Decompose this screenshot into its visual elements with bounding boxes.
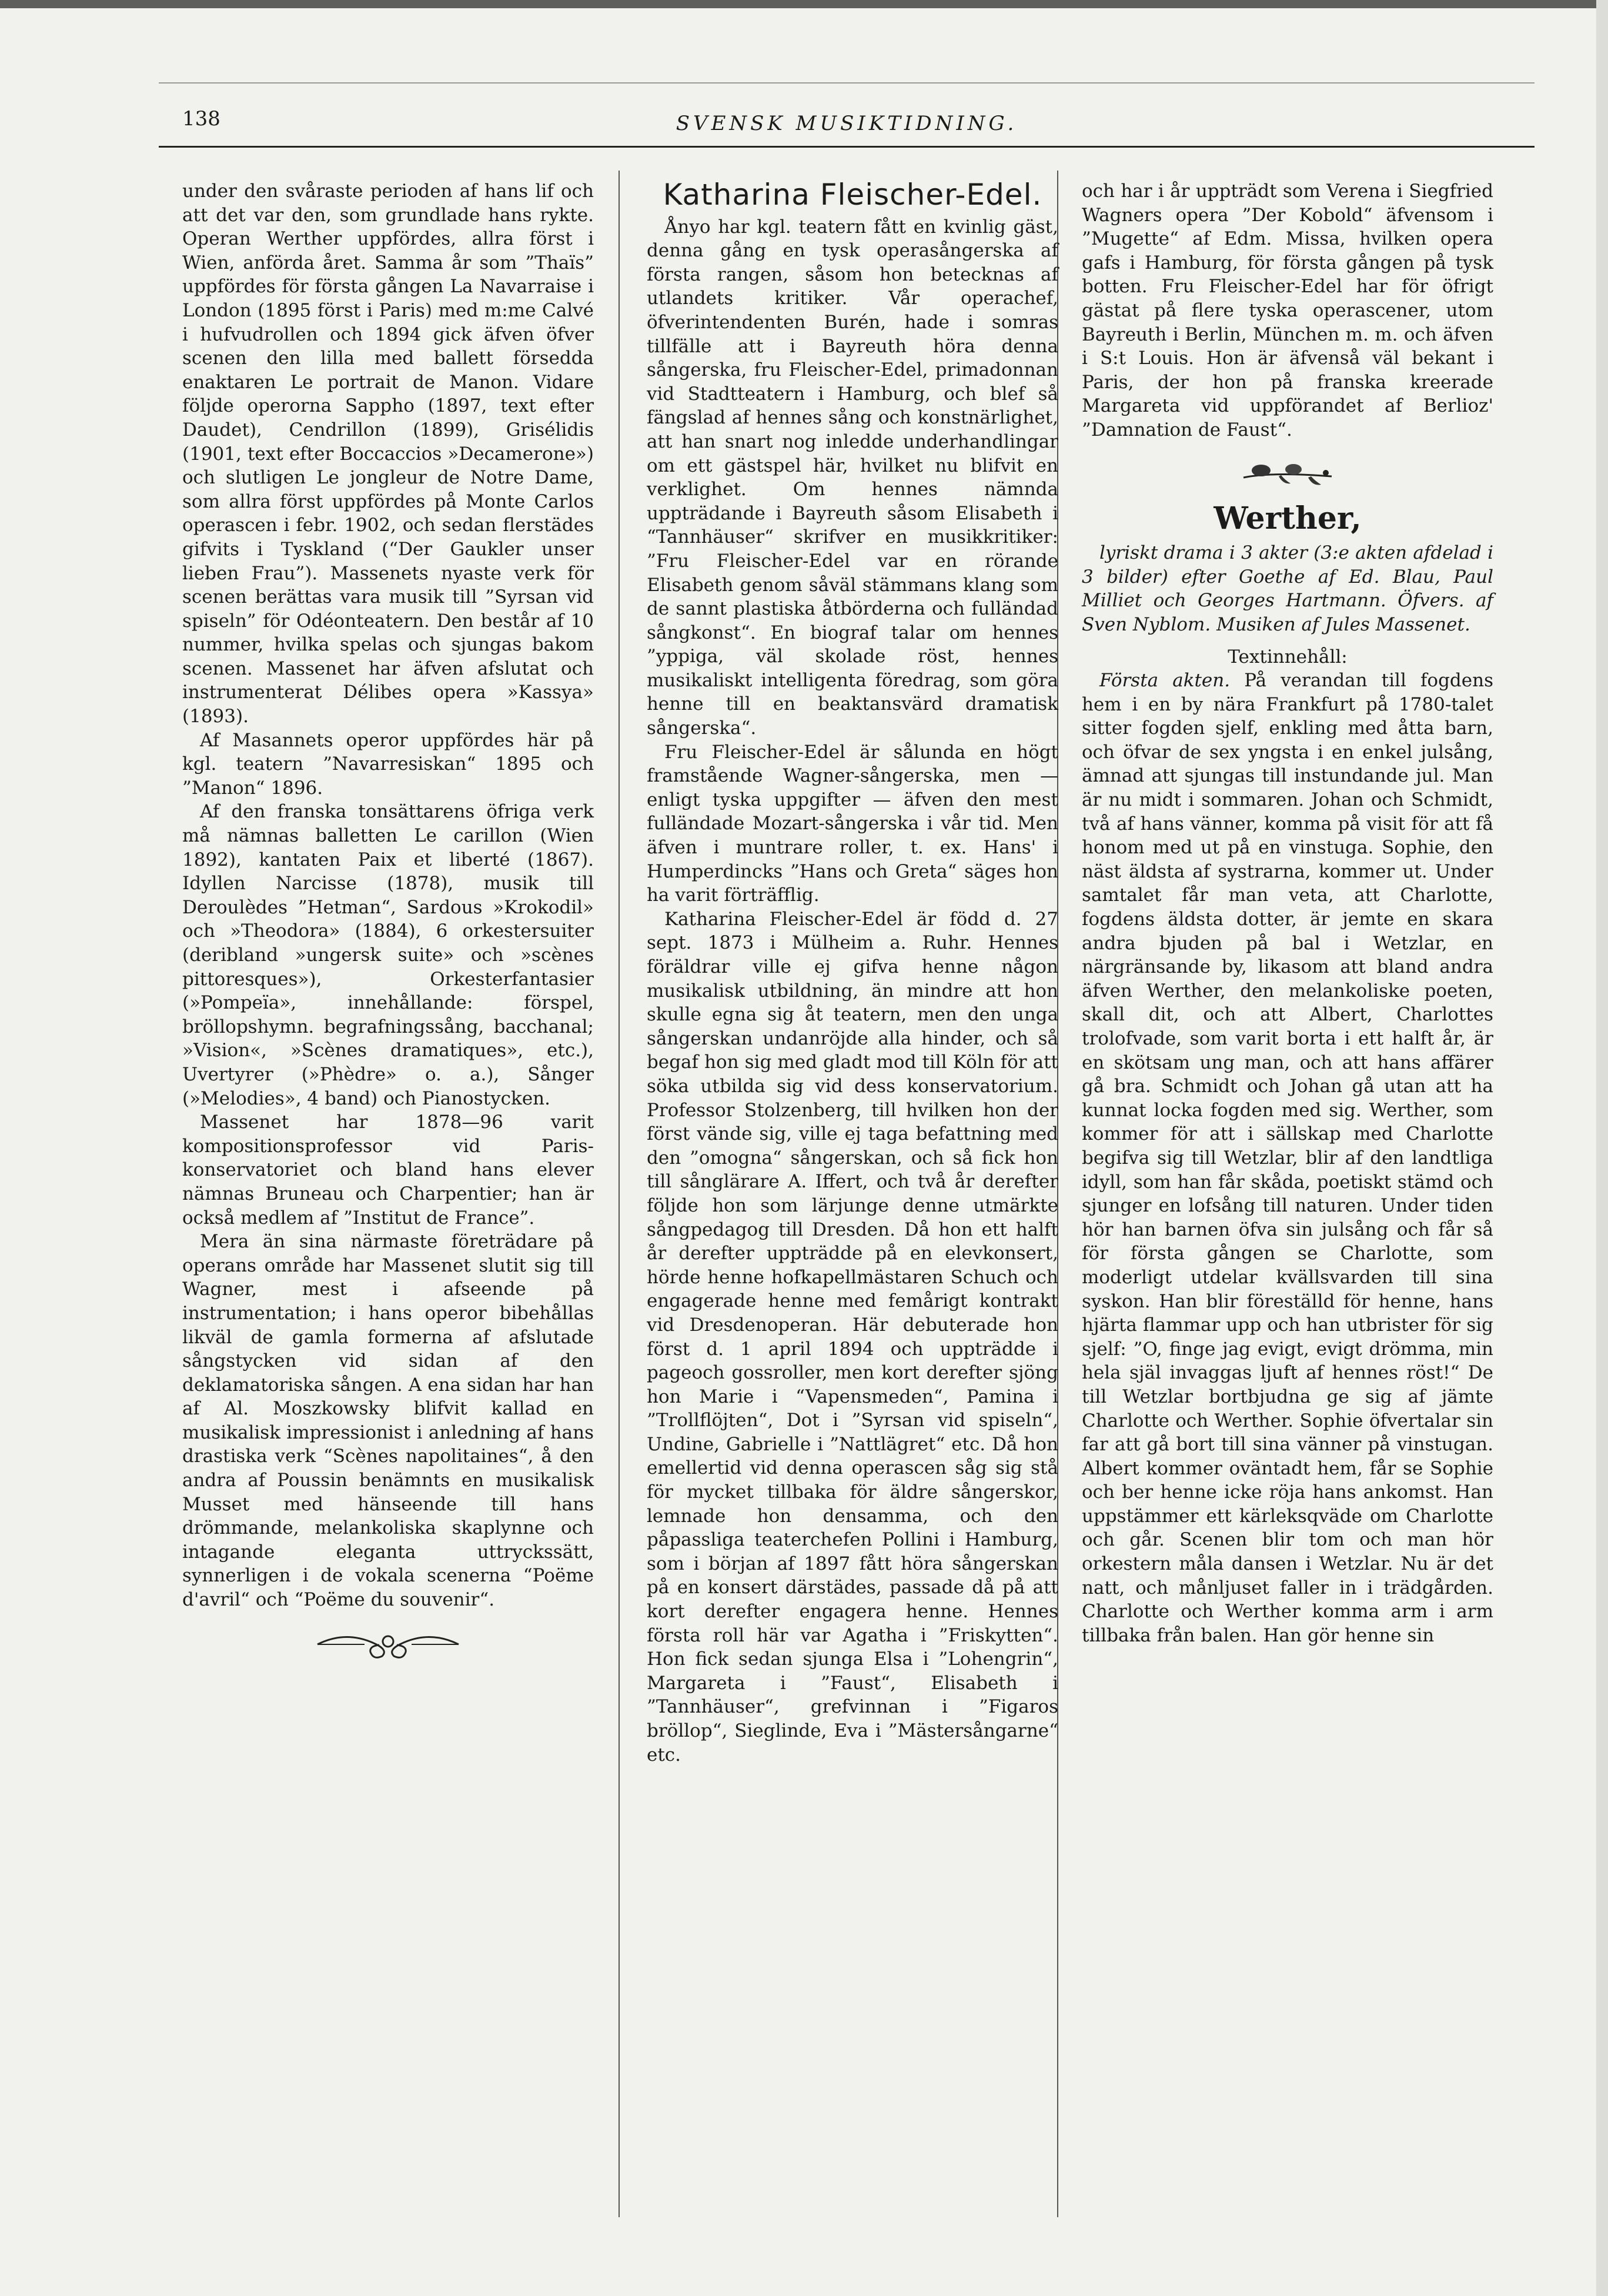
paragraph: under den svåraste perioden af hans lif och att det var den, som grundlade hans rykte. Operan Werther uppfördes, allra först i Wien, anförda året. Samma år som ”Thaïs” uppfördes för första gången La Navarraise i London (1895 först i Paris) med m:me Calvé i hufvudrollen och 1894 gick äfven öfver scenen den lilla med ballett försedda enaktaren Le portrait de Manon. Vidare följde operorna Sappho (1897, text efter Daudet), Cendrillon (1899), Grisélidis (1901, text efter Boccaccios »Decamerone») och slutligen Le jongleur de Notre Dame, som allra först uppfördes på Monte Carlos operascen i febr. 1902, och sedan flerstädes gifvits i Tyskland (“Der Gaukler unser lieben Frau”). Massenets nyaste verk för scenen berättas vara musik till ”Syrsan vid spiseln” för Odéonteatern. Den består af 10 nummer, hvilka spelas och sjungas bakom scenen. Massenet har äfven afslutat och instrumenterat Délibes opera »Kassya» (1893).: [182, 181, 594, 727]
newspaper-page: [159, 82, 1535, 2258]
column-3: [1082, 179, 1493, 1647]
header-rule: [159, 146, 1535, 148]
flourish-ornament-icon: [312, 1624, 464, 1665]
act-paragraph: [1082, 669, 1493, 1647]
werther-title: Werther,: [1213, 500, 1362, 536]
paragraph: Mera än sina närmaste företrädare på operans område har Massenet slutit sig till Wagner, mest i afseende på instrumentation; i hans operor bibehållas likväl de gamla formerna af afslutade sångstycken vid sidan af den deklamatoriska sången. A ena sidan har han af Al. Moszkowsky blifvit kallad en musikalisk impressionist i anledning af hans drastiska verk “Scènes napolitaines“, å den andra af Poussin benämnts en musikalisk Musset med hänseende till hans drömmande, melankoliska skaplynne och intagande eleganta uttryckssätt, synnerligen i de vokala scenerna “Poëme d'avril“ och “Poëme du souvenir“.: [182, 1231, 594, 1611]
article-headline: Katharina Fleischer-Edel.: [663, 178, 1042, 212]
paragraph: Massenet har 1878—96 varit kompositionsprofessor vid Paris-konservatoriet och bland hans elever nämnas Bruneau och Charpentier; han är också medlem af ”Institut de France”.: [182, 1112, 594, 1229]
paragraph: Af den franska tonsättarens öfriga verk må nämnas balletten Le carillon (Wien 1892), kantaten Paix et liberté (1867). Idyllen Narcisse (1878), musik till Deroulèdes ”Hetman“, Sardous »Krokodil» och »Theodora» (1884), 6 orkestersuiter (deribland »ungersk suite» och »scènes pittoresques»), Orkesterfantasier (»Pompeïa», innehållande: förspel, bröllopshymn. begrafningssång, bacchanal; »Vision«, »Scènes dramatiques», etc.), Uvertyrer (»Phèdre» o. a.), Sånger (»Melodies», 4 band) och Pianostycken.: [182, 801, 594, 1109]
column-divider: [619, 171, 620, 2217]
page-number: 138: [182, 107, 220, 131]
paragraph: Fru Fleischer-Edel är sålunda en högt framstående Wagner-sångerska, men — enligt tyska uppgifter — äfven den mest fulländade Mozart-sångerska i vår tid. Men äfven i muntrare roller, t. ex. Hans' i Humperdincks ”Hans och Greta“ säges hon ha varit förträfflig.: [647, 741, 1058, 906]
paragraph: Ånyo har kgl. teatern fått en kvinlig gäst, denna gång en tysk operasångerska af första rangen, såsom hon betecknas af utlandets kritiker. Vår operachef, öfverintendenten Burén, hade i somras tillfälle att i Bayreuth höra denna sångerska, fru Fleischer-Edel, primadonnan vid Stadtteatern i Hamburg, och blef så fängslad af hennes sång och konstnärlighet, att han snart nog inledde underhandlingar om ett gästspel här, hvilket nu blifvit en verklighet. Om hennes nämnda uppträdande i Bayreuth såsom Elisabeth i “Tannhäuser“ skrifver en musikkritiker: ”Fru Fleischer-Edel var en rörande Elisabeth genom såväl stämmans klang som de sannt plastiska åtbörderna och fulländad sångkonst“. En biograf talar om hennes ”yppiga, väl skolade röst, hennes musikaliskt intelligenta föredrag, som göra henne till en beaktansvärd dramatisk sångerska“.: [647, 216, 1058, 739]
running-head: SVENSK MUSIKTIDNING.: [676, 112, 1018, 135]
act-label: Första akten.: [1099, 670, 1231, 692]
section-label: Textinnehåll:: [1228, 646, 1348, 668]
werther-subtitle: lyriskt drama i 3 akter (3:e akten afdelad i 3 bilder) efter Goethe af Ed. Blau, Paul Milliet och Georges Hartmann. Öfvers. af Sven Nyblom. Musiken af Jules Massenet.: [1082, 542, 1493, 635]
rose-branch-ornament-icon: [1238, 454, 1338, 495]
paragraph: och har i år uppträdt som Verena i Siegfried Wagners opera ”Der Kobold“ äfvensom i ”Mugette“ af Edm. Missa, hvilken opera gafs i Hamburg, för första gången på tysk botten. Fru Fleischer-Edel har för öfrigt gästat på flere tyska operascener, utom Bayreuth i Berlin, München m. m. och äfven i S:t Louis. Hon är äfvenså väl bekant i Paris, der hon på franska kreerade Margareta vid uppförandet af Berlioz' ”Damnation de Faust“.: [1082, 181, 1493, 440]
column-1: [182, 179, 594, 1677]
paragraph: Katharina Fleischer-Edel är född d. 27 sept. 1873 i Mülheim a. Ruhr. Hennes föräldrar ville ej gifva henne någon musikalisk utbildning, än mindre att hon skulle egna sig åt teatern, men den unga sångerskan undanröjde alla hinder, och så begaf hon sig med gladt mod till Köln för att söka utbilda sig vid dess konservatorium. Professor Stolzenberg, till hvilken hon der först vände sig, ville ej taga befattning med den ”omogna“ sångerskan, och så fick hon till sånglärare A. Iffert, och två år derefter följde hon som lärjunge denne utmärkte sångpedagog till Dresden. Då hon ett halft år derefter uppträdde på en elevkonsert, hörde henne hofkapellmästaren Schuch och engagerade henne med femårigt kontrakt vid Dresdenoperan. Här debuterade hon först d. 1 april 1894 och uppträdde i pageoch gossroller, men kort derefter sjöng hon Marie i “Vapensmeden“, Pamina i ”Trollflöjten“, Dot i ”Syrsan vid spiseln“, Undine, Gabrielle i ”Nattlägret“ etc. Då hon emellertid vid denna operascen såg sig stå för mycket tillbaka för äldre sångerskor, lemnade hon densamma, och den påpassliga teaterchefen Pollini i Hamburg, som i början af 1897 fått höra sångerskan på en konsert därstädes, passade då på att kort derefter engagera henne. Hennes första roll här var Agatha i ”Friskytten“. Hon fick sedan sjunga Elsa i ”Lohengrin“, Margareta i ”Faust“, Elisabeth i ”Tannhäuser“, grefvinnan i ”Figaros bröllop“, Sieglinde, Eva i ”Mästersångarne“ etc.: [647, 908, 1058, 1766]
top-rule: [159, 82, 1535, 84]
paragraph: Af Masannets operor uppfördes här på kgl. teatern ”Navarresiskan“ 1895 och ”Manon“ 1896.: [182, 729, 594, 799]
page-edge: [1596, 0, 1608, 2296]
scan-border-top: [0, 0, 1608, 8]
column-2: [647, 179, 1058, 1767]
act-text: På verandan till fogdens hem i en by nära Frankfurt på 1780-talet sitter fogden sjelf, enkling med åtta barn, och öfvar de sex yngsta i en enkel julsång, ämnad att sjungas till instundande jul. Man är nu midt i sommaren. Johan och Schmidt, två af hans vänner, komma på visit för att få honom med ut på en vinstuga. Sophie, den näst äldsta af systrarna, kommer ut. Under samtalet får man veta, att Charlotte, fogdens äldsta dotter, är jemte en skara andra bjuden på bal i Wetzlar, en närgränsande by, likasom att bland andra äfven Werther, den melankoliske poeten, skall dit, och att Albert, Charlottes trolofvade, som varit borta i ett halft år, är en skötsam ung man, och att hans affärer gå bra. Schmidt och Johan gå utan att ha kunnat locka fogden med sig. Werther, som kommer för att i sällskap med Charlotte begifva sig till Wetzlar, blir af den landtliga idyll, som han får skåda, poetiskt stämd och sjunger en lofsång till naturen. Under tiden hör han barnen öfva sin julsång och får så för första gången se Charlotte, som moderligt utdelar kvällsvarden till sina syskon. Han blir föreställd för henne, hans hjärta flammar upp och han utbrister för sig sjelf: ”O, finge jag evigt, evigt drömma, min hela själ invaggas ljuft af hennes röst!“ De till Wetzlar bortbjudna ge sig af jämte Charlotte och Werther. Sophie öfvertalar sin far att gå bort till sina vänner på vinstugan. Albert kommer oväntadt hem, får se Sophie och ber henne icke röja hans ankomst. Han uppstämmer ett kärleksqväde om Charlotte och går. Scenen blir tom och man hör orkestern måla dansen i Wetzlar. Nu är det natt, och månljuset faller in i trädgården. Charlotte och Werther komma arm i arm tillbaka från balen. Han gör henne sin: [1082, 670, 1493, 1646]
